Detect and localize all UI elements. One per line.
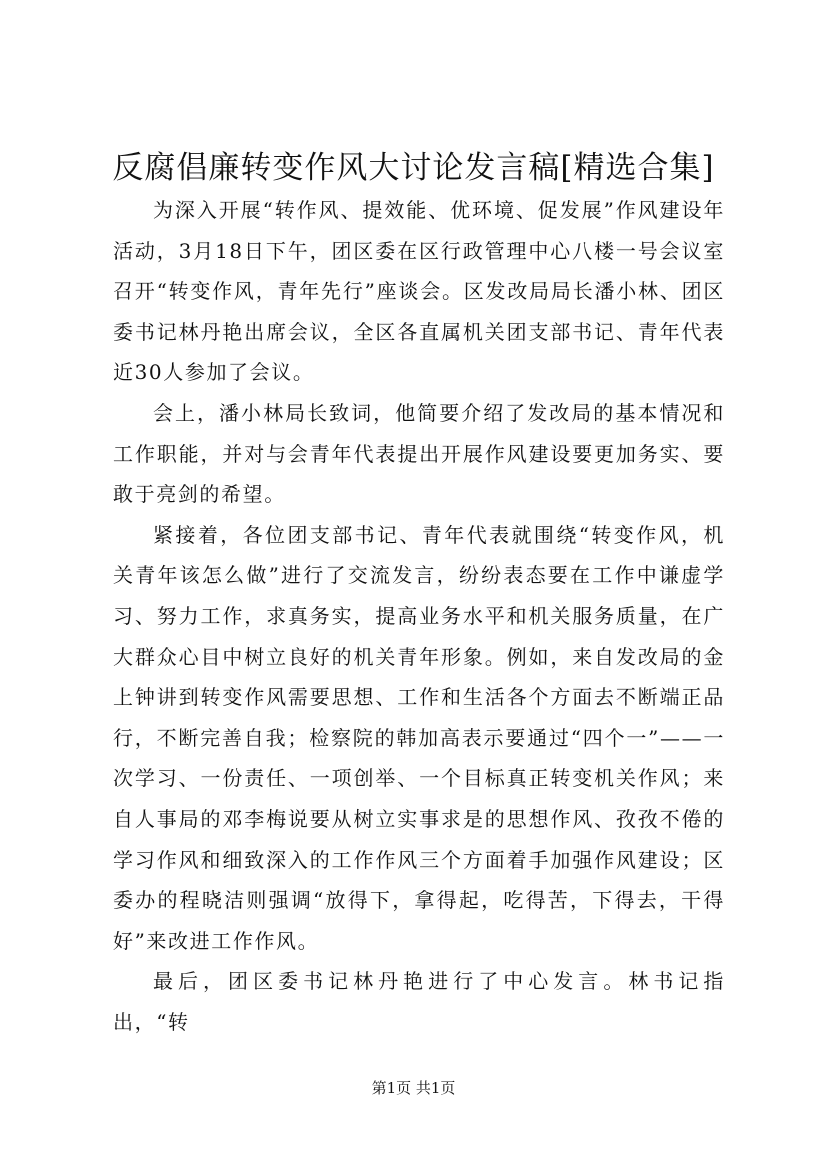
paragraph-3: 紧接着，各位团支部书记、青年代表就围绕“转变作风，机关青年该怎么做”进行了交流发言，纷纷表态要在工作中谦虚学习、努力工作，求真务实，提高业务水平和机关服务质量，在广大群众心目中树立良好的机关青年形象。例如，来自发改局的金上钟讲到转变作风需要思想、工作和生活各个方面去不断端正品行，不断完善自我；检察院的韩加高表示要通过“四个一”——一次学习、一份责任、一项创举、一个目标真正转变机关作风；来自人事局的邓李梅说要从树立实事求是的思想作风、孜孜不倦的学习作风和细致深入的工作作风三个方面着手加强作风建设；区委办的程晓洁则强调“放得下，拿得起，吃得苦，下得去，干得好”来改进工作作风。 [113, 522, 725, 953]
paragraph-2: 会上，潘小林局长致词，他简要介绍了发改局的基本情况和工作职能，并对与会青年代表提出开展作风建设要更加务实、要敢于亮剑的希望。 [113, 400, 725, 507]
document-body [113, 190, 725, 1042]
page-footer: 第1页 共1页 [371, 1079, 456, 1097]
paragraph-4: 最后，团区委书记林丹艳进行了中心发言。林书记指出，“转 [113, 969, 725, 1034]
document-title: 反腐倡廉转变作风大讨论发言稿[精选合集] [112, 150, 715, 186]
paragraph-1: 为深入开展“转作风、提效能、优环境、促发展”作风建设年活动，3月18日下午，团区委在区行政管理中心八楼一号会议室召开“转变作风，青年先行”座谈会。区发改局局长潘小林、团区委书记林丹艳出席会议，全区各直属机关团支部书记、青年代表近30人参加了会议。 [113, 198, 725, 385]
